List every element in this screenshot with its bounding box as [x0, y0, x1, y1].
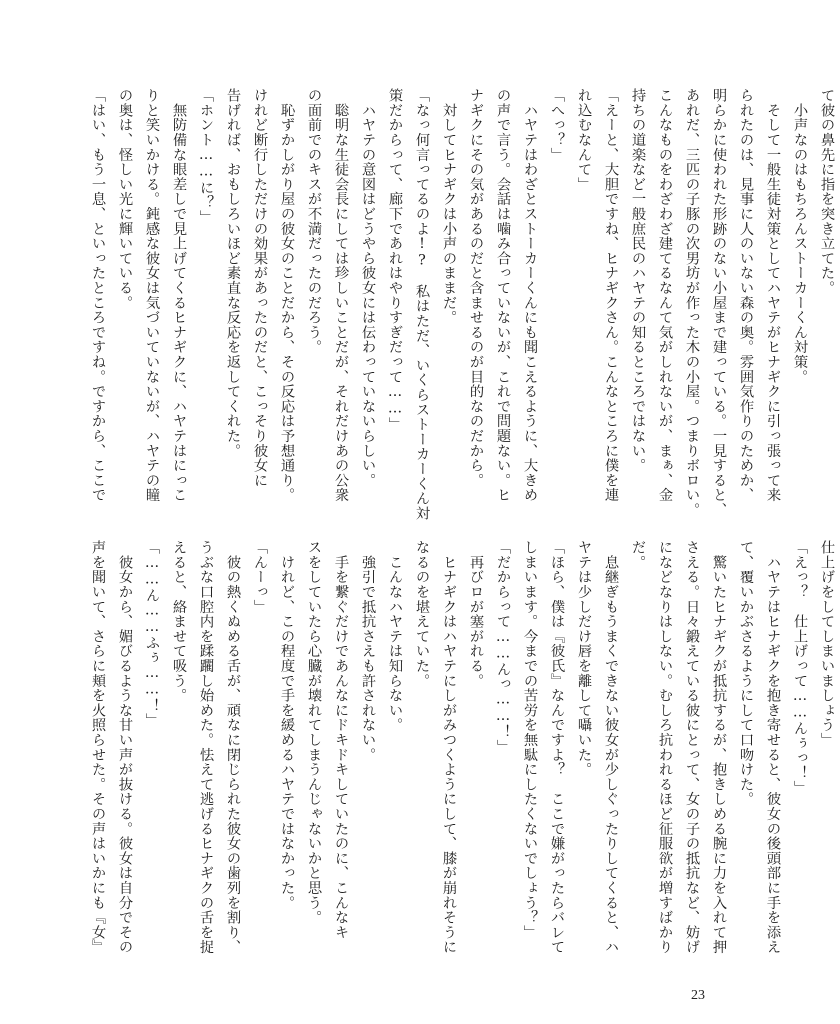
bottom-text-column: 「ほら、僕は『彼氏』なんですよ？ ここで嫌がったらバレて [549, 540, 565, 955]
text-block-bottom [84, 540, 840, 960]
bottom-text-column: だ。 [630, 540, 646, 570]
top-text-column: 「へっ？」 [549, 88, 565, 162]
bottom-text-column: 再びロが塞がれる。 [468, 540, 484, 688]
bottom-text-column: しまいます。今までの苦労を無駄にしたくないでしょう？」 [522, 540, 538, 940]
bottom-text-column: 彼女から、媚びるような甘い声が抜ける。彼女は自分でその [117, 540, 133, 955]
top-text-column: て彼の鼻先に指を突き立てた。 [819, 88, 835, 296]
top-text-column: ハヤテの意図はどうやら彼女には伝わっていないらしい。 [360, 88, 376, 488]
top-text-column: りと笑いかける。鈍感な彼女は気づいていないが、ハヤテの瞳 [144, 88, 160, 503]
bottom-text-column: 彼の熱くぬめる舌が、頑なに閉じられた彼女の歯列を割り、 [225, 540, 241, 955]
top-text-column: の面前でのキスが不満だったのだろう。 [306, 88, 322, 355]
bottom-text-column: 仕上げをしてしまいましょう」 [819, 540, 835, 748]
top-text-column: 無防備な眼差しで見上げてくるヒナギクに、ハヤテはにっこ [171, 88, 187, 503]
top-text-column: 恥ずかしがり屋の彼女のことだから、その反応は予想通り。 [279, 88, 295, 503]
page-number: 23 [691, 988, 705, 1003]
bottom-text-column: 「えっ？ 仕上げって……んぅっ！」 [792, 540, 808, 795]
bottom-text-column: ヤテは少しだけ唇を離して囁いた。 [576, 540, 592, 777]
bottom-text-column: ハヤテはヒナギクを抱き寄せると、彼女の後頭部に手を添え [765, 540, 781, 955]
bottom-text-column: けれど、この程度で手を緩めるハヤテではなかった。 [279, 540, 295, 910]
bottom-text-column: 「だからって……んっ……！」 [495, 540, 511, 754]
bottom-text-column: なるのを堪えていた。 [414, 540, 430, 688]
top-text-column: けれど断行しただけの効果があったのだと、こっそり彼女に [252, 88, 268, 488]
top-text-column: の奥は、怪しい光に輝いている。 [117, 88, 133, 310]
top-text-column: 聡明な生徒会長にしては珍しいことだが、それだけあの公衆 [333, 88, 349, 503]
top-text-column: の声で言う。会話は噛み合っていないが、これで問題ない。ヒ [495, 88, 511, 503]
top-text-column: こんなものをわざわざ建てるなんて気がしれないが、まぁ、金 [657, 88, 673, 503]
bottom-text-column: 強引で抵抗さえも許されない。 [360, 540, 376, 762]
top-text-column: 小声なのはもちろんストーカーくん対策。 [792, 88, 808, 384]
top-text-column: 対してヒナギクは小声のままだ。 [441, 88, 457, 325]
top-text-column: れ込むなんて」 [576, 88, 592, 192]
top-text-column: 持ちの道楽など一般庶民のハヤテの知るところではない。 [630, 88, 646, 473]
top-text-column: 「ホント……に？」 [198, 88, 214, 225]
bottom-text-column: て、覆いかぶさるようにして口吻けた。 [738, 540, 754, 807]
bottom-text-column: うぶな口腔内を蹂躙し始めた。怯えて逃げるヒナギクの舌を捉 [198, 540, 214, 955]
bottom-text-column: えると、絡ませて吸う。 [171, 540, 187, 703]
bottom-text-column: 声を聞いて、さらに頬を火照らせた。その声はいかにも『女』 [90, 540, 106, 955]
bottom-text-column: 「んーっ」 [252, 540, 268, 614]
top-text-column: ナギクにその気があるのだと含ませるのが目的なのだから。 [468, 88, 484, 488]
bottom-text-column: になどなりはしない。むしろ抗われるほど征服欲が増すばかり [657, 540, 673, 955]
top-text-column: そして一般生徒対策としてハヤテがヒナギクに引っ張って来 [765, 88, 781, 503]
bottom-text-column: 驚いたヒナギクが抵抗するが、抱きしめる腕に力を入れて押 [711, 540, 727, 955]
bottom-text-column: こんなハヤテは知らない。 [387, 540, 403, 733]
top-text-column: あれだ、三匹の子豚の次男坊が作った木の小屋。つまりボロい。 [684, 88, 700, 518]
text-block-top [84, 88, 840, 521]
top-text-column: 「なっ何言ってるのよ!? 私はただ、いくらストーカーくん対 [414, 88, 430, 521]
top-text-column: 明らかに使われた形跡のない小屋まで建っている。一見すると、 [711, 88, 727, 518]
bottom-text-column: 「……ん……ふぅ……！」 [144, 540, 160, 728]
top-text-column: られたのは、見事に人のいない森の奥。雰囲気作りのためか、 [738, 88, 754, 503]
bottom-text-column: 息継ぎもうまくできない彼女が少しぐったりしてくると、ハ [603, 540, 619, 955]
bottom-text-column: スをしていたら心臓が壊れてしまうんじゃないかと思う。 [306, 540, 322, 925]
top-text-column: 「えーと、大胆ですね、ヒナギクさん。こんなところに僕を連 [603, 88, 619, 503]
bottom-text-column: 手を繋ぐだけであんなにドキドキしていたのに、こんなキ [333, 540, 349, 940]
top-text-column: 告げれば、おもしろいほど素直な反応を返してくれた。 [225, 88, 241, 458]
top-text-column: 策だからって、廊下であれはやりすぎだって……」 [387, 88, 403, 432]
bottom-text-column: ヒナギクはハヤテにしがみつくようにして、膝が崩れそうに [441, 540, 457, 955]
top-text-column: 「はい、もう一息、といったところですね。ですから、ここで [90, 88, 106, 503]
top-text-column: ハヤテはわざとストーカーくんにも聞こえるように、大きめ [522, 88, 538, 503]
bottom-text-column: さえる。日々鍛えている彼にとって、女の子の抵抗など、妨げ [684, 540, 700, 955]
